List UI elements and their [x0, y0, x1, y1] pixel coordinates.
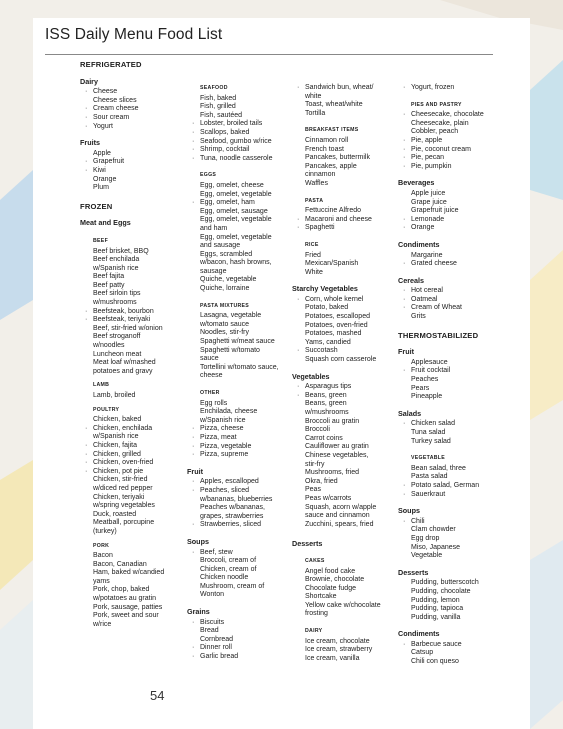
food-item: and ham	[200, 224, 228, 232]
food-list	[398, 190, 496, 233]
category-heading-fruit: Fruit	[187, 466, 203, 476]
food-item: Chocolate fudge	[305, 584, 356, 592]
food-item: French toast	[305, 145, 344, 153]
food-item: Egg, omelet, sausage	[200, 207, 268, 215]
food-item: · Sandwich bun, wheat/	[292, 84, 392, 93]
food-item: · Succotash	[292, 347, 392, 356]
food-item: · Yogurt, frozen	[398, 84, 496, 93]
subheading-seafood: SEAFOOD	[200, 85, 228, 91]
food-item: · Peaches, sliced	[187, 487, 285, 496]
food-item: Applesauce	[411, 358, 448, 366]
subheading-pies-and-pastry: PIES AND PASTRY	[411, 101, 462, 108]
food-list	[292, 638, 392, 664]
food-item: · Apples, escalloped	[187, 478, 285, 487]
column-2	[187, 84, 285, 662]
food-item: cinnamon	[305, 171, 336, 179]
food-item: · Beef, stew	[187, 549, 285, 558]
category-heading-soups: Soups	[187, 536, 209, 546]
category-heading-dairy: Dairy	[80, 76, 98, 86]
food-item: Peas w/carrots	[305, 494, 352, 502]
food-item: Wonton	[200, 591, 224, 599]
food-item: · Dinner roll	[187, 644, 285, 653]
column-3	[292, 84, 392, 663]
food-item: Potatoes, escalloped	[305, 313, 370, 321]
food-item: Peaches	[411, 376, 439, 384]
food-item: Brownie, chocolate	[305, 576, 365, 584]
food-item: Cobbler, peach	[411, 128, 459, 136]
food-item: · Pie, pecan	[398, 154, 496, 163]
food-item: sauce and cinnamon	[305, 512, 370, 520]
food-item: · Asparagus tips	[292, 383, 392, 392]
food-item: grapes, strawberries	[200, 512, 264, 520]
food-item: Beef sirloin tips	[93, 290, 141, 298]
food-item: potatoes and gravy	[93, 367, 153, 375]
food-item: Beef patty	[93, 281, 125, 289]
food-item: w/Spanish rice	[93, 264, 139, 272]
food-list	[292, 568, 392, 620]
food-item: Beef, stir-fried w/onion	[93, 324, 163, 332]
food-item: Fried	[305, 251, 321, 259]
food-item: Pudding, tapioca	[411, 605, 464, 613]
category-heading-grains: Grains	[187, 607, 210, 617]
food-item: · Macaroni and cheese	[292, 216, 392, 225]
food-item: stir-fry	[305, 460, 325, 468]
food-item: Mushrooms, fried	[305, 469, 360, 477]
food-item: Pasta salad	[411, 473, 448, 481]
category-heading-condiments: Condiments	[398, 629, 440, 639]
food-item: Potato, baked	[305, 304, 349, 312]
food-item: Eggs, scrambled	[200, 250, 253, 258]
food-item: · Fruit cocktail	[398, 367, 496, 376]
food-list	[292, 252, 392, 278]
food-item: w/rice	[93, 620, 112, 628]
food-list	[187, 400, 285, 460]
food-item: · Strawberries, sliced	[187, 521, 285, 530]
food-item: Potatoes, oven-fried	[305, 321, 368, 329]
food-item: Yellow cake w/chocolate	[305, 601, 381, 609]
food-item: w/bananas, blueberries	[200, 495, 273, 503]
food-item: w/Spanish rice	[93, 433, 139, 441]
food-item: · Yogurt	[80, 123, 178, 132]
food-item: Luncheon meat	[93, 350, 142, 358]
food-list	[80, 392, 178, 401]
food-item: · Shrimp, cocktail	[187, 146, 285, 155]
food-item: · Hot cereal	[398, 287, 496, 296]
food-item: Fish, grilled	[200, 103, 236, 111]
subheading-other: OTHER	[200, 390, 220, 396]
food-item: · Chicken, oven-fried	[80, 459, 178, 468]
category-heading-desserts: Desserts	[398, 567, 429, 577]
column-1	[80, 61, 178, 629]
food-item: · Seafood, gumbo w/rice	[187, 138, 285, 147]
food-item: Yams, candied	[305, 338, 351, 346]
food-list	[187, 619, 285, 662]
subheading-pasta-mixtures: PASTA MIXTURES	[200, 302, 250, 309]
food-item: Cheesecake, plain	[411, 119, 469, 127]
food-item: Squash corn casserole	[305, 356, 377, 364]
food-item: Egg, omelet, vegetable	[200, 216, 272, 224]
food-item: Vegetable	[411, 552, 443, 560]
food-item: · Pizza, vegetable	[187, 443, 285, 452]
food-item: Ice cream, chocolate	[305, 637, 370, 645]
food-item: Cheese slices	[93, 96, 137, 104]
food-list	[187, 478, 285, 530]
food-item: Bean salad, three	[411, 464, 466, 472]
food-item: · Beefsteak, teriyaki	[80, 316, 178, 325]
food-list	[187, 95, 285, 164]
subheading-beef: BEEF	[93, 237, 109, 244]
food-item: yams	[93, 577, 110, 585]
food-item: · Pie, apple	[398, 137, 496, 146]
food-item: · Cheese	[80, 88, 178, 97]
food-item: Spaghetti w/tomato	[200, 346, 260, 354]
food-item: w/mushrooms	[93, 299, 137, 307]
food-item: Angel food cake	[305, 567, 356, 575]
food-item: Tortellini w/tomato sauce,	[200, 363, 279, 371]
food-list	[80, 150, 178, 193]
food-item: · Cream of Wheat	[398, 304, 496, 313]
food-item: Beef enchilada	[93, 256, 140, 264]
food-item: w/spring vegetables	[93, 502, 155, 510]
food-item: · Egg, omelet, ham	[187, 199, 285, 208]
category-heading-vegetables: Vegetables	[292, 371, 330, 381]
food-item: Ham, baked w/candied	[93, 569, 165, 577]
food-item: Zucchini, spears, fried	[305, 520, 374, 528]
subheading-cakes: CAKES	[305, 557, 325, 564]
food-list	[187, 312, 285, 381]
food-item: Pudding, chocolate	[411, 587, 471, 595]
food-item: Pudding, butterscotch	[411, 579, 479, 587]
food-item: · Grated cheese	[398, 260, 496, 269]
food-item: Miso, Japanese	[411, 543, 461, 551]
food-item: Mexican/Spanish	[305, 260, 359, 268]
food-item: w/potatoes au gratin	[93, 595, 157, 603]
food-list	[187, 182, 285, 294]
food-item: Tortilla	[305, 109, 326, 117]
food-item: Plum	[93, 184, 109, 192]
food-item: w/noodles	[93, 342, 125, 350]
food-item: Clam chowder	[411, 526, 456, 534]
food-item: · Cream cheese	[80, 105, 178, 114]
food-list	[398, 420, 496, 446]
food-item: Cinnamon roll	[305, 136, 349, 144]
food-item: Enchilada, cheese	[200, 408, 258, 416]
food-item: · Tuna, noodle casserole	[187, 155, 285, 164]
food-item: · Pizza, cheese	[187, 425, 285, 434]
food-item: w/diced red pepper	[93, 484, 153, 492]
food-item: Ice cream, vanilla	[305, 654, 360, 662]
food-item: Chicken, cream of	[200, 565, 257, 573]
food-list	[292, 137, 392, 189]
food-item: · Pie, coconut cream	[398, 146, 496, 155]
food-item: Toast, wheat/white	[305, 101, 363, 109]
food-item: Grapefruit juice	[411, 207, 459, 215]
food-item: Okra, fried	[305, 477, 338, 485]
food-item: Bacon	[93, 552, 113, 560]
food-list	[398, 84, 496, 93]
category-heading-salads: Salads	[398, 408, 422, 418]
food-item: Peas	[305, 486, 321, 494]
food-item: · Oatmeal	[398, 296, 496, 305]
food-list	[398, 641, 496, 667]
food-item: white	[305, 92, 322, 100]
food-item: Chicken, teriyaki	[93, 493, 145, 501]
category-heading-fruit: Fruit	[398, 347, 414, 357]
food-list	[398, 287, 496, 321]
food-item: · Sour cream	[80, 114, 178, 123]
food-list	[292, 207, 392, 233]
title-divider	[45, 54, 493, 55]
food-item: Noodles, stir-fry	[200, 329, 250, 337]
food-item: · Chili	[398, 518, 496, 527]
food-item: Quiche, lorraine	[200, 285, 250, 293]
subheading-vegetable: VEGETABLE	[411, 455, 446, 462]
food-item: w/tomato sauce	[200, 320, 250, 328]
food-item: · Lobster, broiled tails	[187, 120, 285, 129]
food-item: Cauliflower au gratin	[305, 443, 369, 451]
food-item: Apple juice	[411, 189, 446, 197]
food-list	[292, 84, 392, 118]
food-item: Pork, sausage, patties	[93, 603, 163, 611]
food-item: Pork, sweet and sour	[93, 612, 159, 620]
category-heading-fruits: Fruits	[80, 138, 100, 148]
section-heading-refrigerated: REFRIGERATED	[80, 60, 142, 69]
food-item: Bacon, Canadian	[93, 560, 147, 568]
food-item: sauce	[200, 355, 219, 363]
food-list	[80, 88, 178, 131]
subheading-eggs: EGGS	[200, 172, 217, 179]
food-item: · Garlic bread	[187, 653, 285, 662]
food-item: Cornbread	[200, 635, 234, 643]
food-item: · Cheesecake, chocolate	[398, 111, 496, 120]
food-item: · Biscuits	[187, 619, 285, 628]
food-item: Beef stroganoff	[93, 333, 141, 341]
food-list	[398, 518, 496, 561]
food-item: Tuna salad	[411, 429, 446, 436]
food-item: Egg, omelet, vegetable	[200, 190, 272, 198]
food-item: · Chicken, enchilada	[80, 425, 178, 434]
food-item: Fish, baked	[200, 94, 237, 102]
food-item: Beans, green	[305, 400, 347, 408]
category-heading-starchy-vegetables: Starchy Vegetables	[292, 284, 358, 294]
food-item: · Corn, whole kernel	[292, 296, 392, 305]
food-item: Lasagna, vegetable	[200, 312, 262, 320]
food-item: Pancakes, apple	[305, 162, 357, 170]
food-item: Meatball, porcupine	[93, 519, 155, 527]
food-item: Chicken, baked	[93, 416, 142, 424]
food-item: Pineapple	[411, 393, 443, 401]
food-item: Apple	[93, 149, 111, 157]
section-heading-frozen: FROZEN	[80, 201, 113, 211]
food-list	[398, 579, 496, 622]
food-item: Chicken, stir-fried	[93, 476, 148, 484]
food-item: Pudding, vanilla	[411, 613, 461, 621]
food-item: · Pizza, supreme	[187, 451, 285, 460]
food-item: Meat loaf w/mashed	[93, 359, 156, 367]
food-item: Chicken noodle	[200, 574, 249, 582]
food-list	[398, 465, 496, 499]
food-item: · Beefsteak, bourbon	[80, 308, 178, 317]
subheading-pasta: PASTA	[305, 197, 324, 204]
food-item: Potatoes, mashed	[305, 330, 362, 338]
food-list	[187, 549, 285, 601]
food-item: Grits	[411, 313, 426, 321]
food-item: w/mushrooms	[305, 409, 349, 416]
food-item: Ice cream, strawberry	[305, 646, 373, 654]
category-heading-beverages: Beverages	[398, 178, 435, 188]
food-item: · Chicken salad	[398, 420, 496, 429]
food-item: Catsup	[411, 649, 434, 657]
food-item: Orange	[93, 175, 117, 183]
food-item: w/bacon, hash browns,	[200, 259, 272, 267]
food-list	[398, 111, 496, 171]
food-item: Grape juice	[411, 198, 447, 206]
food-list	[80, 552, 178, 629]
food-item: Squash, acorn w/apple	[305, 503, 377, 511]
food-item: · Spaghetti	[292, 224, 392, 233]
food-item: Egg rolls	[200, 399, 228, 407]
food-item: (turkey)	[93, 527, 117, 535]
food-item: Pears	[411, 384, 430, 392]
column-4	[398, 84, 496, 667]
food-item: · Chicken, grilled	[80, 451, 178, 460]
food-list	[292, 383, 392, 529]
subheading-breakfast-items: BREAKFAST ITEMS	[305, 127, 359, 134]
food-item: Lamb, broiled	[93, 392, 136, 399]
food-item: Pork, chop, baked	[93, 586, 150, 594]
food-item: w/Spanish rice	[200, 416, 246, 424]
food-item: Fettuccine Alfredo	[305, 207, 362, 215]
food-list	[398, 359, 496, 402]
food-item: Pancakes, buttermilk	[305, 154, 370, 162]
food-item: and sausage	[200, 242, 241, 250]
section-heading-thermostabilized: THERMOSTABILIZED	[398, 330, 479, 340]
food-item: Spaghetti w/meat sauce	[200, 338, 275, 346]
food-item: Bread	[200, 627, 219, 635]
food-item: Carrot coins	[305, 434, 343, 442]
food-item: Waffles	[305, 179, 328, 187]
category-heading-cereals: Cereals	[398, 275, 424, 285]
food-list	[80, 416, 178, 536]
food-item: Broccoli au gratin	[305, 417, 360, 425]
food-item: Turkey salad	[411, 437, 451, 445]
food-list	[292, 296, 392, 365]
food-item: Peaches w/bananas,	[200, 504, 265, 512]
subheading-lamb: LAMB	[93, 382, 110, 389]
food-list	[80, 248, 178, 377]
food-item: · Kiwi	[80, 167, 178, 176]
food-item: · Scallops, baked	[187, 129, 285, 138]
food-item: · Grapefruit	[80, 158, 178, 167]
subheading-poultry: POULTRY	[93, 406, 120, 413]
food-item: · Pie, pumpkin	[398, 163, 496, 172]
food-item: cheese	[200, 372, 223, 380]
food-item: · Chicken, fajita	[80, 442, 178, 451]
food-item: Fish, sautéed	[200, 111, 243, 119]
subheading-pork: PORK	[93, 542, 110, 549]
food-item: · Potato salad, German	[398, 482, 496, 491]
category-heading-condiments: Condiments	[398, 239, 440, 249]
food-item: sausage	[200, 267, 227, 275]
food-item: frosting	[305, 610, 328, 618]
food-list	[398, 252, 496, 269]
food-item: · Pizza, meat	[187, 434, 285, 443]
food-item: · Sauerkraut	[398, 491, 496, 500]
food-item: Chili con queso	[411, 658, 459, 666]
food-item: Pudding, lemon	[411, 596, 460, 604]
subheading-rice: RICE	[305, 241, 319, 248]
food-item: · Orange	[398, 224, 496, 233]
food-item: Shortcake	[305, 593, 337, 601]
food-item: Broccoli	[305, 426, 330, 434]
category-heading-desserts: Desserts	[292, 539, 323, 549]
food-item: Quiche, vegetable	[200, 276, 257, 284]
food-item: Broccoli, cream of	[200, 557, 257, 565]
category-heading-soups: Soups	[398, 506, 420, 516]
food-item: · Chicken, pot pie	[80, 468, 178, 477]
category-heading-meat-and-eggs: Meat and Eggs	[80, 218, 131, 228]
food-item: Egg, omelet, vegetable	[200, 233, 272, 241]
subheading-dairy: DAIRY	[305, 628, 323, 635]
food-item: Chinese vegetables,	[305, 451, 369, 459]
food-item: · Barbecue sauce	[398, 641, 496, 650]
food-item: · Beans, green	[292, 392, 392, 401]
page-title: ISS Daily Menu Food List	[45, 26, 223, 43]
food-item: Beef fajita	[93, 273, 125, 281]
food-item: Mushroom, cream of	[200, 582, 265, 590]
food-item: Beef brisket, BBQ	[93, 247, 149, 255]
food-item: Egg, omelet, cheese	[200, 181, 264, 189]
page-number: 54	[150, 688, 165, 703]
food-item: Duck, roasted	[93, 510, 137, 518]
food-item: Margarine	[411, 251, 443, 259]
food-item: Egg drop	[411, 534, 440, 542]
food-item: · Lemonade	[398, 216, 496, 225]
food-item: White	[305, 268, 323, 276]
